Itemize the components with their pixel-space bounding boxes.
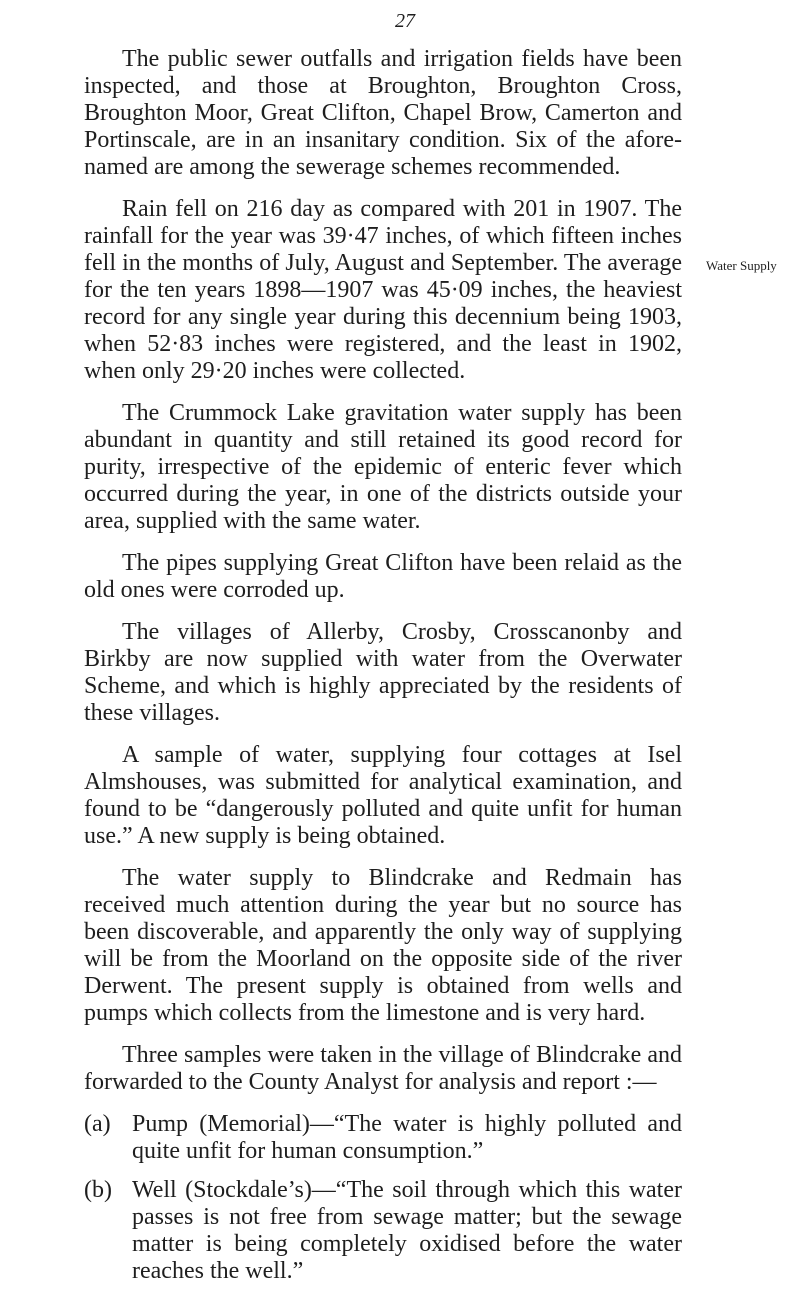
paragraph-blindcrake-samples: Three samples were taken in the village of Blindcrake and forwarded to the County Analyst for analysis and report :— — [84, 1042, 682, 1095]
paragraph-sewer-outfalls: The public sewer outfalls and irrigation fields have been inspected, and those at Broughton, Broughton Cross, Broughton Moor, Great Clifton, Chapel Brow, Camerton and Portinscale, are in an insanitary condition. Six of the afore-named are among the sewerage schemes recommended. — [84, 46, 682, 180]
paragraph-villages-overwater: The villages of Allerby, Crosby, Crosscanonby and Birkby are now supplied with water from the Overwater Scheme, and which is highly appreciated by the residents of these villages. — [84, 619, 682, 726]
paragraph-isel-almshouses: A sample of water, supplying four cottages at Isel Almshouses, was submitted for analytical examination, and found to be “dangerously polluted and quite unfit for human use.” A new supply is being obtained. — [84, 742, 682, 849]
report-item-text: Pump (Memorial)—“The water is highly polluted and quite unfit for human consumption.” — [132, 1111, 682, 1164]
report-item-label: (a) — [84, 1111, 111, 1137]
report-item-a — [84, 1111, 682, 1165]
paragraph-blindcrake-redmain: The water supply to Blindcrake and Redmain has received much attention during the year but no source has been discoverable, and apparently the only way of supplying will be from the Moorland on the opposite side of the river Derwent. The present supply is obtained from wells and pumps which collects from the limestone and is very hard. — [84, 865, 682, 1026]
margin-note-water-supply: Water Supply — [706, 258, 777, 273]
page-number: 27 — [395, 10, 415, 32]
report-item-text: Well (Stockdale’s)—“The soil through which this water passes is not free from sewage matter; but the sewage matter is being completely oxidised before the water reaches the well.” — [132, 1177, 682, 1284]
report-item-b — [84, 1177, 682, 1285]
report-item-label: (b) — [84, 1177, 112, 1203]
body-text — [84, 46, 682, 1297]
paragraph-crummock-lake: The Crummock Lake gravitation water supply has been abundant in quantity and still retained its good record for purity, irrespective of the epidemic of enteric fever which occurred during the year, in one of the districts outside your area, supplied with the same water. — [84, 400, 682, 534]
paragraph-great-clifton-pipes: The pipes supplying Great Clifton have been relaid as the old ones were corroded up. — [84, 550, 682, 603]
paragraph-rainfall: Rain fell on 216 day as compared with 201 in 1907. The rainfall for the year was 39·47 inches, of which fifteen inches fell in the months of July, August and September. The average for the ten years 1898—1907 was 45·09 inches, the heaviest record for any single year during this decennium being 1903, when 52·83 inches were registered, and the least in 1902, when only 29·20 inches were collected. — [84, 196, 682, 384]
